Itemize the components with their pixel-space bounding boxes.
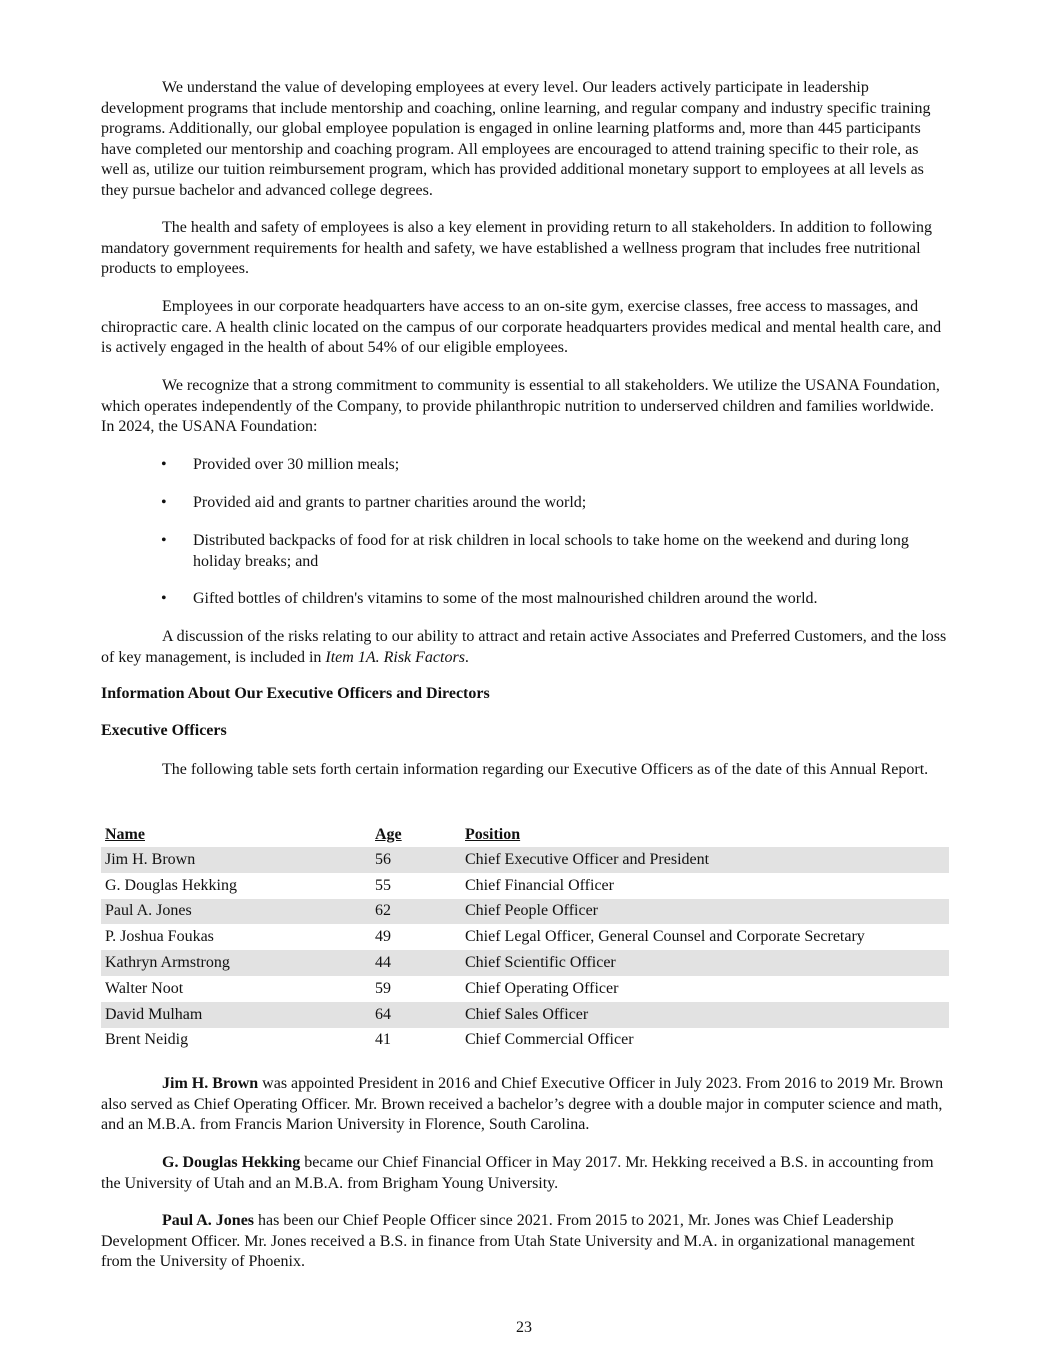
paragraph-risks: A discussion of the risks relating to our ability to attract and retain active Associates and Preferred Customers, and the loss of key management, is included in Item 1A. Risk Factors. — [101, 628, 947, 666]
bullet-icon: • — [161, 456, 167, 473]
section-heading: Information About Our Executive Officers and Directors — [101, 685, 490, 702]
bio-douglas-hekking: G. Douglas Hekking became our Chief Financial Officer in May 2017. Mr. Hekking received a B.S. in accounting from the University of Utah and an M.B.A. from Brigham Young University. — [101, 1154, 934, 1192]
bio-jim-brown: Jim H. Brown was appointed President in 2016 and Chief Executive Officer in July 2023. From 2016 to 2019 Mr. Brown also served as Chief Operating Officer. Mr. Brown received a bachelor’s degree with a double major in computer science and math, and an M.B.A. from Francis Marion University in Florence, South Carolina. — [101, 1075, 944, 1133]
officer-age: 44 — [371, 950, 461, 976]
bio-name: Paul A. Jones — [162, 1212, 255, 1229]
table-row — [101, 950, 949, 976]
officer-name: P. Joshua Foukas — [105, 928, 214, 946]
table-row — [101, 924, 949, 950]
officer-position: Chief Sales Officer — [461, 1002, 949, 1028]
officer-name: David Mulham — [101, 1002, 371, 1028]
column-header-position: Position — [465, 825, 521, 843]
risk-factors-reference: Item 1A. Risk Factors — [325, 648, 465, 666]
officer-position: Chief Legal Officer, General Counsel and Corporate Secretary — [465, 928, 865, 946]
officer-position: Chief Scientific Officer — [461, 950, 949, 976]
officer-position: Chief Commercial Officer — [465, 1031, 634, 1049]
table-header-row — [101, 822, 949, 847]
officer-age: 56 — [371, 847, 461, 873]
table-row — [101, 847, 949, 873]
officer-name: Jim H. Brown — [101, 847, 371, 873]
paragraph-headquarters-benefits: Employees in our corporate headquarters have access to an on-site gym, exercise classes, free access to massages, and chiropractic care. A health clinic located on the campus of our corporate headquarters provides medical and mental health care, and is actively engaged in the health of about 54% of our eligible employees. — [101, 298, 942, 356]
officer-name: Kathryn Armstrong — [101, 950, 371, 976]
officer-age: 64 — [371, 1002, 461, 1028]
subsection-heading: Executive Officers — [101, 722, 227, 739]
officer-age: 59 — [375, 979, 391, 997]
officer-age: 55 — [375, 876, 391, 894]
bio-name: G. Douglas Hekking — [162, 1154, 301, 1171]
officer-age: 62 — [371, 899, 461, 925]
bio-paul-jones: Paul A. Jones has been our Chief People Officer since 2021. From 2015 to 2021, Mr. Jones was Chief Leadership Development Officer. Mr. Jones received a B.S. in finance from Utah State University and M.A. in organizational management from the University of Phoenix. — [101, 1212, 915, 1270]
paragraph-health-safety: The health and safety of employees is also a key element in providing return to all stakeholders. In addition to following mandatory government requirements for health and safety, we have established a wellness program that includes free nutritional products to employees. — [101, 219, 933, 277]
column-header-name: Name — [105, 825, 145, 843]
officer-age: 49 — [375, 928, 391, 946]
paragraph-table-intro: The following table sets forth certain information regarding our Executive Officers as of the date of this Annual Report. — [162, 761, 929, 778]
officer-position: Chief Executive Officer and President — [461, 847, 949, 873]
table-row — [101, 899, 949, 925]
table-row — [101, 873, 949, 899]
officer-position: Chief People Officer — [461, 899, 949, 925]
paragraph-community: We recognize that a strong commitment to community is essential to all stakeholders. We utilize the USANA Foundation, which operates independently of the Company, to provide philanthropic nutrition to underserved children and families worldwide. In 2024, the USANA Foundation: — [101, 377, 940, 435]
executive-officers-table — [101, 822, 949, 1053]
officer-position: Chief Financial Officer — [465, 876, 614, 894]
page-number: 23 — [516, 1319, 532, 1336]
column-header-age: Age — [375, 825, 402, 843]
officer-name: G. Douglas Hekking — [105, 876, 237, 894]
table-row — [101, 1002, 949, 1028]
bio-name: Jim H. Brown — [162, 1075, 259, 1092]
officer-age: 41 — [375, 1031, 391, 1049]
officer-position: Chief Operating Officer — [465, 979, 619, 997]
bullet-icon: • — [161, 532, 167, 549]
bullet-icon: • — [161, 590, 167, 607]
officer-name: Walter Noot — [105, 979, 184, 997]
officer-name: Brent Neidig — [105, 1031, 189, 1049]
table-row — [101, 1028, 949, 1054]
paragraph-employee-development: We understand the value of developing employees at every level. Our leaders actively participate in leadership development programs that include mentorship and coaching, online learning, and regular company and industry specific training programs. Additionally, our global employee population is engaged in online learning platforms and, more than 445 participants have completed our mentorship and coaching program. All employees are encouraged to attend training specific to their role, as well as, utilize our tuition reimbursement program, which has provided additional monetary support to employees at all levels as they pursue bachelor and advanced college degrees. — [101, 79, 931, 199]
table-row — [101, 976, 949, 1002]
bullet-icon: • — [161, 494, 167, 511]
officer-name: Paul A. Jones — [101, 899, 371, 925]
